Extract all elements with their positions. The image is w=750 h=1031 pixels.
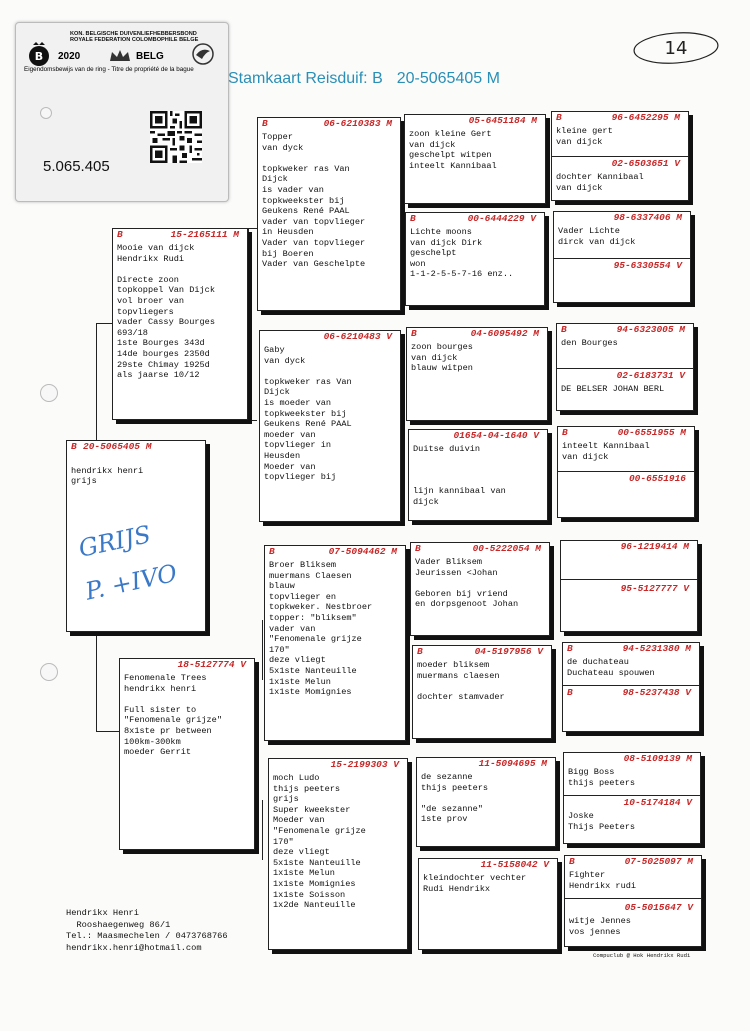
- ring-number: 00-5222054 M: [472, 543, 541, 554]
- ring-number: 08-5109139 M: [623, 753, 692, 764]
- title-country: B: [372, 70, 383, 87]
- box-text: den Bourges: [561, 338, 618, 348]
- connector: [248, 420, 257, 421]
- ring-number: 02-6183731 V: [616, 370, 685, 381]
- ring-number: 11-5094695 M: [478, 758, 547, 769]
- title-ring: 20-5065405 M: [396, 70, 500, 87]
- box-text: inteelt Kannibaal van dijck: [562, 441, 650, 462]
- box-text: Topper van dyck topkweker ras Van Dijck is vader van topkweekster bij Geukens René PAAL vader van topvlieger in Heusden Vader van topvlieger bij Boeren Vader van Geschelpte: [262, 132, 366, 270]
- connector: [96, 323, 112, 324]
- father-box: B 15-2165111 M Mooie van dijck Hendrikx Rudi Directe zoon topkoppel Van Dijck vol broer van topvliegers vader Cassy Bourges 693/18 1ste Bourges 343d 14de bourges 2350d 29ste Chimay 1925d als jaarse 10/12: [112, 228, 248, 420]
- title-label: Stamkaart Reisduif:: [228, 70, 368, 87]
- gen4-box-3: B 04-6095492 M zoon bourges van dijck blauw witpen: [406, 327, 548, 421]
- gen4-box-5: B 00-5222054 M Vader Bliksem Jeurissen <Johan Geboren bij vriend en dorpsgenoot Johan: [410, 542, 550, 636]
- gen5-pair-6: B 94-5231380 M de duchateau Duchateau spouwen B 98-5237438 V: [562, 642, 700, 732]
- page-number-circle: [630, 28, 722, 66]
- ring-year: 2020: [58, 51, 81, 62]
- ring-number: 04-5197956 V: [474, 646, 543, 657]
- ring-number: 94-6323005 M: [616, 324, 685, 335]
- box-text: Gaby van dyck topkweker ras Van Dijck is moeder van topkweekster bij Geukens René PAAL moeder van topvlieger in Heusden Moeder van topvlieger bij: [264, 345, 352, 483]
- gen5-pair-2: [553, 211, 691, 303]
- gen4-box-4: [408, 429, 548, 521]
- box-text: Bigg Boss thijs peeters: [568, 767, 636, 788]
- ring-number: 06-6210483 V: [323, 331, 392, 342]
- ownership-text: Eigendomsbewijs van de ring - Titre de propriété de la bague: [24, 66, 194, 73]
- box-text: kleine gert van dijck: [556, 126, 613, 147]
- ring-number: 05-6451184 M: [468, 115, 537, 126]
- box-text: de duchateau Duchateau spouwen: [567, 657, 655, 678]
- box-text: Lichte moons van dijck Dirk geschelpt won 1-1-2-5-5-7-16 enz..: [410, 227, 514, 280]
- handwritten-note: [62, 498, 202, 608]
- pigeon-logo-icon: [188, 41, 218, 67]
- box-text: Duitse duivin lijn kannibaal van dijck: [413, 444, 506, 507]
- qr-code-icon: [150, 111, 202, 163]
- box-text: Mooie van dijck Hendrikx Rudi Directe zoon topkoppel Van Dijck vol broer van topvliegers vader Cassy Bourges 693/18 1ste Bourges 343d 14de bourges 2350d 29ste Chimay 1925d als jaarse 10/12: [117, 243, 215, 381]
- box-text: dochter Kannibaal van dijck: [556, 172, 644, 193]
- box-header: B 20-5065405 M: [67, 441, 205, 453]
- box-text: witje Jennes vos jennes: [569, 916, 631, 937]
- ring-number: 00-6551916: [628, 473, 686, 484]
- connector: [262, 800, 263, 860]
- ring-number: 11-5158042 V: [480, 859, 549, 870]
- box-text: hendrikx henri grijs: [71, 465, 144, 487]
- gen4-box-7: [416, 757, 556, 847]
- owner-tel: Tel.: Maasmechelen / 0473768766: [66, 931, 228, 942]
- footer-credit: Compuclub @ Hok Hendrikx Rudi: [593, 952, 691, 959]
- box-text: moch Ludo thijs peeters grijs Super kweekster Moeder van "Fenomenale grijze 170" deze vliegt 5x1ste Nanteuille 1x1ste Melun 1x1ste Momignies 1x1ste Soisson 1x2de Nanteuille: [273, 773, 366, 911]
- ring-number: 94-5231380 M: [622, 643, 691, 654]
- box-text: kleindochter vechter Rudi Hendrikx: [423, 873, 527, 894]
- federation-name: KON. BELGISCHE DUIVENLIEFHEBBERSBOND ROYALE FEDERATION COLOMBOPHILE BELGE: [70, 31, 199, 44]
- ring-number: 15-2165111 M: [170, 229, 239, 240]
- ring-number: 00-6444229 V: [467, 213, 536, 224]
- owner-name: Hendrikx Henri: [66, 908, 139, 918]
- gen4-box-6: B 04-5197956 V moeder bliksem muermans claesen dochter stamvader: [412, 645, 552, 739]
- connector: [262, 620, 263, 680]
- ring-number: 07-5094462 M: [328, 546, 397, 557]
- ring-number: 06-6210383 M: [323, 118, 392, 129]
- box-text: DE BELSER JOHAN BERL: [561, 384, 665, 394]
- box-text: Broer Bliksem muermans Claesen blauw topvlieger en topkweker. Nestbroer topper: "bliksem" vader van "Fenomenale grijze 170" deze vliegt 5x1ste Nanteuille 1x1ste Melun 1x1ste Momignies: [269, 560, 373, 698]
- page-title: [228, 70, 500, 88]
- crown-icon: [108, 49, 132, 63]
- ring-number: 95-5127777 V: [620, 583, 689, 594]
- gen5-pair-4: B 00-6551955 M inteelt Kannibaal van dijck 00-6551916: [557, 426, 695, 518]
- gen4-box-1: [404, 114, 546, 204]
- ring-number: 01654-04-1640 V: [453, 430, 539, 441]
- ring-number: 05-5015647 V: [624, 902, 693, 913]
- ring-number: 00-6551955 M: [617, 427, 686, 438]
- ring-number: 20-5065405 M: [83, 441, 152, 452]
- box-text: Joske Thijs Peeters: [568, 811, 636, 832]
- ring-number: 96-1219414 M: [620, 541, 689, 552]
- granddam-paternal-box: [259, 330, 401, 522]
- mother-box: [119, 658, 255, 850]
- svg-text:GRIJS: GRIJS: [76, 520, 154, 563]
- gen4-box-2: B 00-6444229 V Lichte moons van dijck Dirk geschelpt won 1-1-2-5-5-7-16 enz..: [405, 212, 545, 306]
- ring-number: 18-5127774 V: [177, 659, 246, 670]
- connector: [248, 228, 249, 420]
- connector: [248, 228, 257, 229]
- box-text: Vader Bliksem Jeurissen <Johan Geboren bij vriend en dorpsgenoot Johan: [415, 557, 519, 610]
- granddam-maternal-box: [268, 758, 408, 950]
- gen5-pair-3: B 94-6323005 M den Bourges 02-6183731 V DE BELSER JOHAN BERL: [556, 323, 694, 411]
- punch-hole: [40, 107, 52, 119]
- connector: [96, 731, 119, 732]
- ring-number: 98-5237438 V: [622, 687, 691, 698]
- gen5-pair-1: B 96-6452295 M kleine gert van dijck 02-6503651 V dochter Kannibaal van dijck: [551, 111, 689, 201]
- box-text: Fenomenale Trees hendrikx henri Full sister to "Fenomenale grijze" 8x1ste pr between 100km-300km moeder Gerrit: [124, 673, 222, 758]
- ring-number: 95-6330554 V: [613, 260, 682, 271]
- owner-email: hendrikx.henri@hotmail.com: [66, 942, 202, 953]
- box-text: moeder bliksem muermans claesen dochter stamvader: [417, 660, 505, 702]
- ring-number: 07-5025097 M: [624, 856, 693, 867]
- gen4-box-8: [418, 858, 558, 950]
- ring-number: 02-6503651 V: [611, 158, 680, 169]
- ring-ownership-card: [15, 22, 229, 202]
- svg-text:B: B: [34, 50, 44, 63]
- punch-hole: [40, 663, 58, 681]
- grandsire-paternal-box: B 06-6210383 M Topper van dyck topkweker ras Van Dijck is vader van topkweekster bij Geukens René PAAL vader van topvlieger in Heusden Vader van topvlieger bij Boeren Vader van Geschelpte: [257, 117, 401, 311]
- page-number: 14: [664, 38, 688, 59]
- box-text: Vader Lichte dirck van dijck: [558, 226, 636, 247]
- box-text: Fighter Hendrikx rudi: [569, 870, 637, 891]
- box-text: de sezanne thijs peeters "de sezanne" 1ste prov: [421, 772, 489, 825]
- ring-number: 04-6095492 M: [470, 328, 539, 339]
- ring-number: 96-6452295 M: [611, 112, 680, 123]
- ring-number: 10-5174184 V: [623, 797, 692, 808]
- connector: [96, 631, 97, 731]
- box-text: zoon bourges van dijck blauw witpen: [411, 342, 473, 374]
- ring-number: 98-6337406 M: [613, 212, 682, 223]
- owner-address: Rooshaegenweg 86/1: [76, 919, 171, 930]
- gen5-pair-5: [560, 540, 698, 632]
- box-text: zoon kleine Gert van dijck geschelpt witpen inteelt Kannibaal: [409, 129, 497, 171]
- gen5-pair-7: [563, 752, 701, 844]
- connector: [96, 323, 97, 440]
- ring-country: BELG: [136, 51, 164, 62]
- gen5-pair-8: B 07-5025097 M Fighter Hendrikx rudi 05-5015647 V witje Jennes vos jennes: [564, 855, 702, 947]
- svg-text:P. +IVO: P. +IVO: [82, 558, 180, 606]
- owner-contact: [66, 908, 228, 954]
- punch-hole: [40, 384, 58, 402]
- grandsire-maternal-box: B 07-5094462 M Broer Bliksem muermans Claesen blauw topvlieger en topkweker. Nestbroer topper: "bliksem" vader van "Fenomenale grijze 170" deze vliegt 5x1ste Nanteuille 1x1ste Melun 1x1ste Momignies: [264, 545, 406, 741]
- ring-number: 15-2199303 V: [330, 759, 399, 770]
- ring-number: 5.065.405: [43, 158, 110, 175]
